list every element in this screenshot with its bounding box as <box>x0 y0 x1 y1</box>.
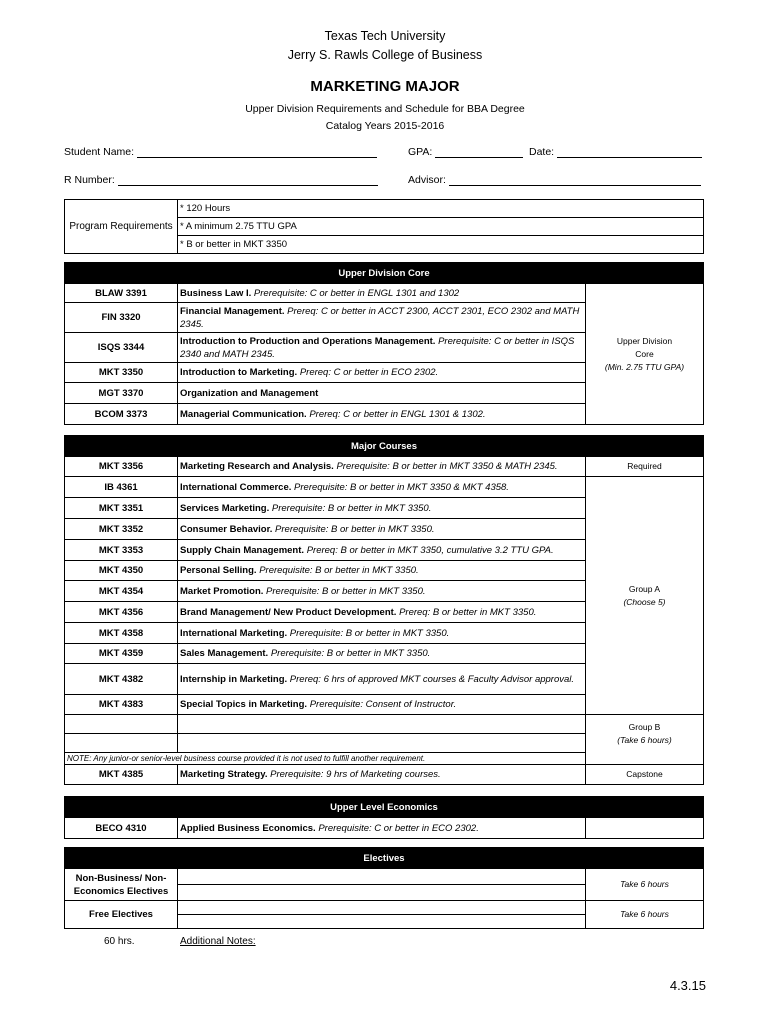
page-subtitle: Upper Division Requirements and Schedule for BBA Degree <box>245 103 525 115</box>
gpa-field[interactable] <box>408 146 523 158</box>
section-heading-electives: Electives <box>65 848 704 869</box>
course-code: MKT 4350 <box>65 561 178 581</box>
course-code: MKT 4354 <box>65 581 178 602</box>
group-b-note: NOTE: Any junior-or senior-level business course provided it is not used to fulfill another requirement. <box>65 753 586 765</box>
course-code: MKT 4356 <box>65 602 178 623</box>
section-heading-upper-core: Upper Division Core <box>65 263 704 284</box>
r-number-line[interactable] <box>118 174 378 186</box>
electives-table <box>64 847 704 929</box>
free-elective-blank[interactable] <box>178 915 586 929</box>
required-side-note: Required <box>585 457 703 477</box>
program-item: * B or better in MKT 3350 <box>178 236 704 254</box>
date-line[interactable] <box>557 146 702 158</box>
version-number: 4.3.15 <box>669 978 706 993</box>
program-item: * A minimum 2.75 TTU GPA <box>178 218 704 236</box>
catalog-years: Catalog Years 2015-2016 <box>325 120 445 132</box>
course-code: BECO 4310 <box>65 818 178 839</box>
course-code: MKT 3350 <box>65 363 178 383</box>
additional-notes-label: Additional Notes: <box>180 936 256 947</box>
free-electives-label: Free Electives <box>65 901 178 929</box>
course-description: Supply Chain Management. Prereq: B or better in MKT 3350, cumulative 3.2 TTU GPA. <box>178 540 586 561</box>
course-code: FIN 3320 <box>65 303 178 333</box>
course-code: IB 4361 <box>65 477 178 498</box>
course-code: ISQS 3344 <box>65 333 178 363</box>
course-code: MKT 3353 <box>65 540 178 561</box>
course-code: BLAW 3391 <box>65 284 178 303</box>
course-description: Organization and Management <box>178 383 586 404</box>
nonbusiness-elective-blank[interactable] <box>178 885 586 901</box>
advisor-label: Advisor: <box>408 174 446 186</box>
college-name: Jerry S. Rawls College of Business <box>287 48 483 62</box>
course-description: Market Promotion. Prerequisite: B or better in MKT 3350. <box>178 581 586 602</box>
course-description: Marketing Strategy. Prerequisite: 9 hrs of Marketing courses. <box>178 765 586 785</box>
course-description: Managerial Communication. Prereq: C or better in ENGL 1301 & 1302. <box>178 404 586 425</box>
university-name: Texas Tech University <box>324 29 446 43</box>
student-name-line[interactable] <box>137 146 377 158</box>
course-description: Business Law I. Prerequisite: C or better in ENGL 1301 and 1302 <box>178 284 586 303</box>
free-elective-blank[interactable] <box>178 901 586 915</box>
course-code: MKT 3356 <box>65 457 178 477</box>
group-b-course-blank[interactable] <box>178 734 586 753</box>
program-requirements-label: Program Requirements <box>65 200 178 254</box>
group-b-course-code-blank[interactable] <box>65 715 178 734</box>
page-title: MARKETING MAJOR <box>310 78 460 95</box>
capstone-side-note: Capstone <box>585 765 703 785</box>
course-code: MKT 4359 <box>65 644 178 664</box>
nonbusiness-electives-label: Non-Business/ Non- Economics Electives <box>65 869 178 901</box>
free-side-note: Take 6 hours <box>585 901 703 929</box>
course-code: BCOM 3373 <box>65 404 178 425</box>
total-hours: 60 hrs. <box>104 936 135 947</box>
course-description: Special Topics in Marketing. Prerequisite: Consent of Instructor. <box>178 695 586 715</box>
course-code: MKT 4385 <box>65 765 178 785</box>
course-description: International Commerce. Prerequisite: B or better in MKT 3350 & MKT 4358. <box>178 477 586 498</box>
advisor-field[interactable] <box>408 174 701 186</box>
course-description: Introduction to Marketing. Prereq: C or better in ECO 2302. <box>178 363 586 383</box>
group-a-side-note: Group A (Choose 5) <box>585 477 703 715</box>
group-b-course-code-blank[interactable] <box>65 734 178 753</box>
nonbusiness-elective-blank[interactable] <box>178 869 586 885</box>
course-description: Marketing Research and Analysis. Prerequisite: B or better in MKT 3350 & MATH 2345. <box>178 457 586 477</box>
course-description: Introduction to Production and Operations Management. Prerequisite: C or better in ISQS 2340 and MATH 2345. <box>178 333 586 363</box>
group-b-side-note: Group B (Take 6 hours) <box>585 715 703 753</box>
course-description: Services Marketing. Prerequisite: B or better in MKT 3350. <box>178 498 586 519</box>
course-description: Sales Management. Prerequisite: B or better in MKT 3350. <box>178 644 586 664</box>
gpa-line[interactable] <box>435 146 523 158</box>
course-description: Applied Business Economics. Prerequisite: C or better in ECO 2302. <box>178 818 586 839</box>
program-requirements-table <box>64 199 704 254</box>
course-code: MKT 3351 <box>65 498 178 519</box>
course-description: Brand Management/ New Product Development. Prereq: B or better in MKT 3350. <box>178 602 586 623</box>
economics-table <box>64 796 704 839</box>
course-code: MKT 3352 <box>65 519 178 540</box>
course-description: Consumer Behavior. Prerequisite: B or better in MKT 3350. <box>178 519 586 540</box>
advisor-line[interactable] <box>449 174 701 186</box>
major-courses-table <box>64 435 704 785</box>
r-number-field[interactable] <box>64 174 378 186</box>
group-b-course-blank[interactable] <box>178 715 586 734</box>
section-heading-economics: Upper Level Economics <box>65 797 704 818</box>
r-number-label: R Number: <box>64 174 115 186</box>
course-description: Financial Management. Prereq: C or better in ACCT 2300, ACCT 2301, ECO 2302 and MATH 2345. <box>178 303 586 333</box>
student-name-field[interactable] <box>64 146 377 158</box>
group-b-side-cont <box>585 753 703 765</box>
program-item: * 120 Hours <box>178 200 704 218</box>
course-description: International Marketing. Prerequisite: B or better in MKT 3350. <box>178 623 586 644</box>
course-code: MKT 4382 <box>65 664 178 695</box>
economics-side-blank <box>585 818 703 839</box>
date-label: Date: <box>529 146 555 158</box>
course-code: MKT 4358 <box>65 623 178 644</box>
course-code: MKT 4383 <box>65 695 178 715</box>
section-heading-major: Major Courses <box>65 436 704 457</box>
course-description: Personal Selling. Prerequisite: B or better in MKT 3350. <box>178 561 586 581</box>
nonbusiness-side-note: Take 6 hours <box>585 869 703 901</box>
upper-core-side-note: Upper Division Core (Min. 2.75 TTU GPA) <box>586 284 704 425</box>
date-field[interactable] <box>529 146 702 158</box>
course-code: MGT 3370 <box>65 383 178 404</box>
course-description: Internship in Marketing. Prereq: 6 hrs of approved MKT courses & Faculty Advisor approval. <box>178 664 586 695</box>
upper-division-core-table <box>64 262 704 425</box>
gpa-label: GPA: <box>408 146 433 158</box>
student-name-label: Student Name: <box>64 146 135 158</box>
